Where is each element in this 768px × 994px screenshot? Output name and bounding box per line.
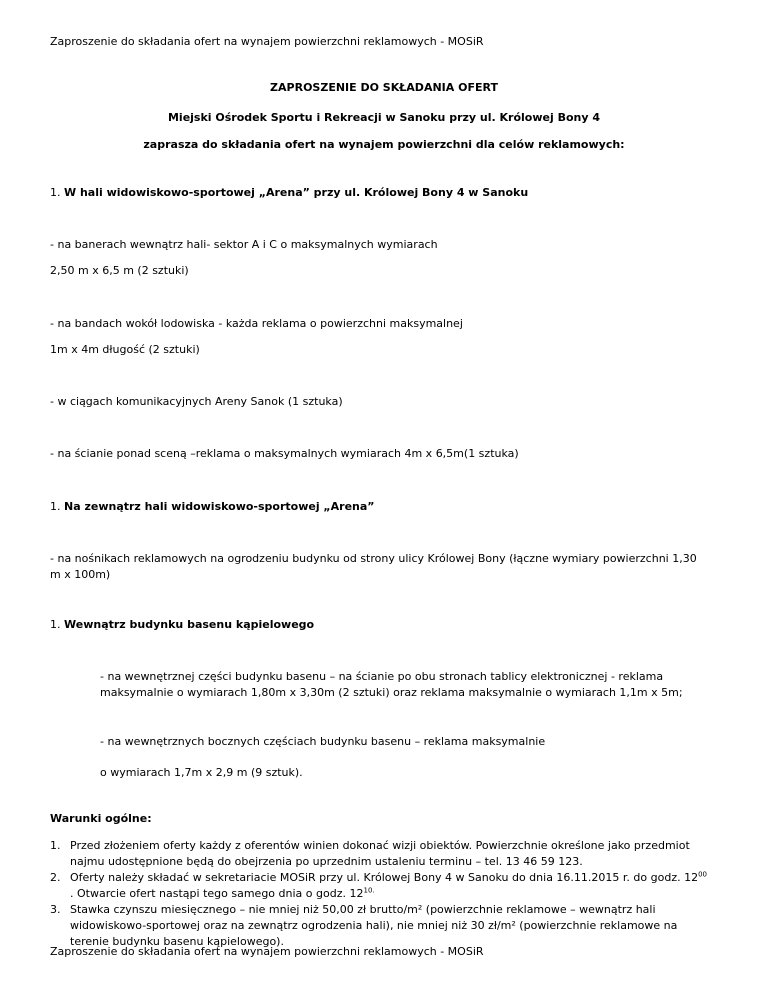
conditions-item <box>50 902 710 950</box>
section-title: Wewnątrz budynku basenu kąpielowego <box>64 618 315 631</box>
section-line: - na wewnętrznych bocznych częściach budynku basenu – reklama maksymalnie <box>100 735 546 748</box>
section-number: 1. <box>50 618 61 631</box>
section-heading-outside <box>50 499 710 515</box>
section-heading-pool <box>50 617 710 633</box>
conditions-list <box>50 838 710 950</box>
section-number: 1. <box>50 500 61 513</box>
section-line: - na nośnikach reklamowych na ogrodzeniu budynku od strony ulicy Królowej Bony (łączne wymiary powierzchni 1,30 m x 100m) <box>50 552 697 581</box>
item-text: Przed złożeniem oferty każdy z oferentów winien dokonać wizji obiektów. Powierzchnie określone jako przedmiot najmu udostępnione będą do obejrzenia po uprzednim ustaleniu terminu – tel. 13 46 59 123. <box>70 839 690 868</box>
document-intro: zaprasza do składania ofert na wynajem powierzchni dla celów reklamowych: <box>143 138 625 151</box>
conditions-heading: Warunki ogólne: <box>50 812 152 825</box>
time-superscript: 10. <box>363 886 375 895</box>
section-line: - na banerach wewnątrz hali- sektor A i C o maksymalnych wymiarach <box>50 238 438 251</box>
document-title: ZAPROSZENIE DO SKŁADANIA OFERT <box>270 81 498 94</box>
section-line: o wymiarach 1,7m x 2,9 m (9 sztuk). <box>100 766 303 779</box>
page-footer: Zaproszenie do składania ofert na wynajem powierzchni reklamowych - MOSiR <box>50 945 484 958</box>
item-text: Oferty należy składać w sekretariacie MOSiR przy ul. Królowej Bony 4 w Sanoku do dnia 16.11.2015 r. do godz. 12 <box>70 871 699 884</box>
document-subtitle: Miejski Ośrodek Sportu i Rekreacji w Sanoku przy ul. Królowej Bony 4 <box>167 111 600 124</box>
section-line: 1m x 4m długość (2 sztuki) <box>50 343 200 356</box>
section-heading-arena <box>50 185 710 201</box>
section-number: 1. <box>50 186 61 199</box>
item-number: 1. <box>50 839 61 852</box>
item-text: Stawka czynszu miesięcznego – nie mniej niż 50,00 zł brutto/m² (powierzchnie reklamowe – wewnątrz hali widowiskowo-sportowej oraz na zewnątrz ogrodzenia hali), nie mniej niż 30 zł/m² (powierzchnie reklamowe na terenie budynku basenu kąpielowego). <box>70 903 678 948</box>
section-title: Na zewnątrz hali widowiskowo-sportowej „Arena” <box>64 500 375 513</box>
section-title: W hali widowiskowo-sportowej „Arena” przy ul. Królowej Bony 4 w Sanoku <box>64 186 529 199</box>
page-header: Zaproszenie do składania ofert na wynajem powierzchni reklamowych - MOSiR <box>50 35 484 48</box>
time-superscript: 00 <box>698 870 708 879</box>
conditions-item <box>50 838 710 870</box>
section-line: - na bandach wokół lodowiska - każda reklama o powierzchni maksymalnej <box>50 317 463 330</box>
conditions-item <box>50 870 710 902</box>
section-line: - na ścianie ponad sceną –reklama o maksymalnych wymiarach 4m x 6,5m(1 sztuka) <box>50 447 519 460</box>
section-line: - na wewnętrznej części budynku basenu – na ścianie po obu stronach tablicy elektronicznej - reklama maksymalnie o wymiarach 1,80m x 3,30m (2 sztuki) oraz reklama maksymalnie o wymiarach 1,1m x 5m; <box>100 670 683 699</box>
item-number: 2. <box>50 871 61 884</box>
section-line: 2,50 m x 6,5 m (2 sztuki) <box>50 264 189 277</box>
section-line: - w ciągach komunikacyjnych Areny Sanok (1 sztuka) <box>50 395 343 408</box>
item-number: 3. <box>50 903 61 916</box>
item-text: . Otwarcie ofert nastąpi tego samego dnia o godz. 12 <box>70 887 364 900</box>
